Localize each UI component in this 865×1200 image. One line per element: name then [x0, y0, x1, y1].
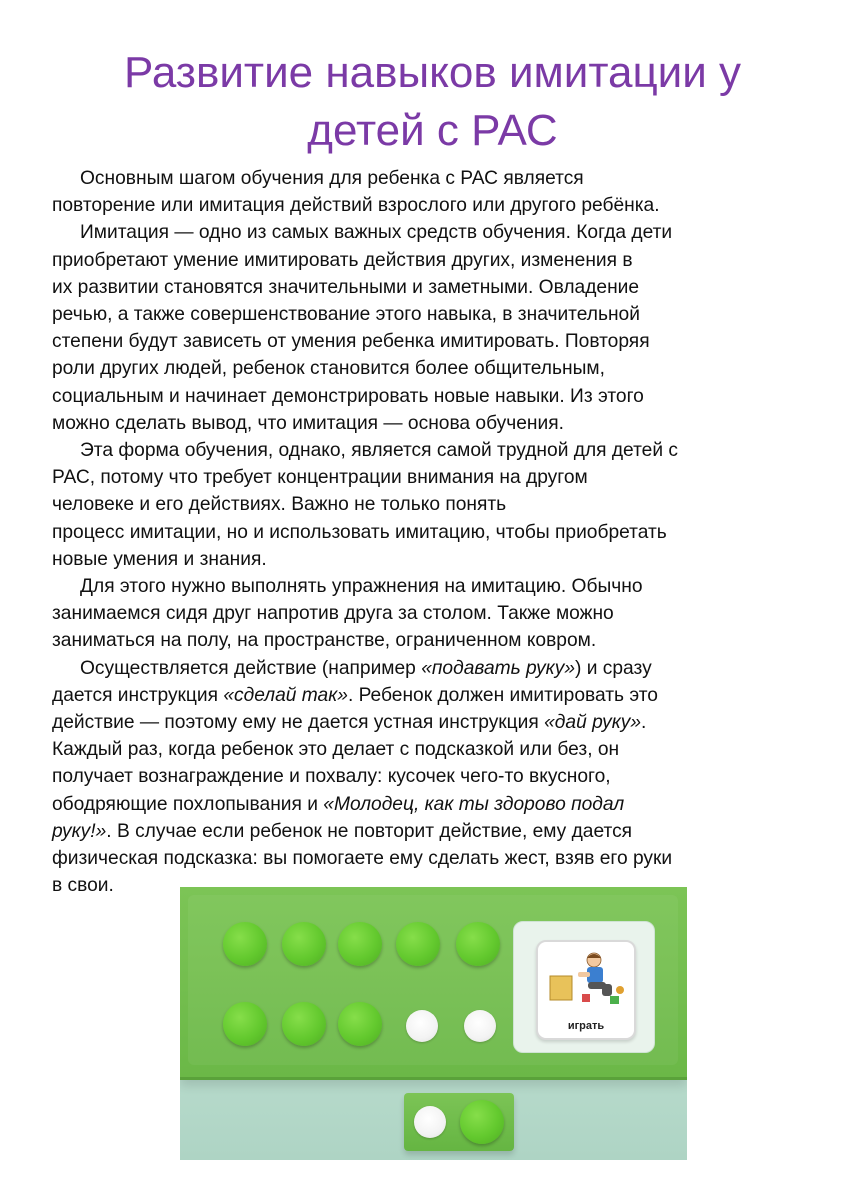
- paragraph-3-line: РАС, потому что требует концентрации внимания на другом: [52, 467, 588, 489]
- quote-well-done: «Молодец, как ты здорово подал: [323, 793, 625, 815]
- token-board-photo: [180, 887, 687, 1160]
- paragraph-2-line: речью, а также совершенствование этого навыка, в значительной: [52, 304, 640, 326]
- empty-token-slot: [414, 1106, 446, 1138]
- token-green: [396, 922, 440, 966]
- token-green: [223, 1002, 267, 1046]
- token-strip: [404, 1093, 514, 1151]
- paragraph-3-line: Эта форма обучения, однако, является самой трудной для детей с: [80, 440, 678, 462]
- paragraph-2-line: роли других людей, ребенок становится более общительным,: [52, 358, 605, 380]
- page-title-line-2: детей с РАС: [307, 106, 558, 155]
- paragraph-5-line: действие — поэтому ему не дается устная инструкция «дай руку».: [52, 712, 647, 734]
- empty-token-slot: [464, 1010, 496, 1042]
- token-green: [338, 922, 382, 966]
- paragraph-5-line: дается инструкция «сделай так». Ребенок должен имитировать это: [52, 684, 658, 706]
- paragraph-3-line: процесс имитации, но и использовать имитацию, чтобы приобретать: [52, 521, 667, 543]
- paragraph-5-line: в свои.: [52, 875, 114, 897]
- paragraph-1-line: повторение или имитация действий взрослого или другого ребёнка.: [52, 195, 660, 217]
- token-green: [223, 922, 267, 966]
- paragraph-4-line: Для этого нужно выполнять упражнения на имитацию. Обычно: [80, 576, 643, 598]
- quote-do-this: «сделай так»: [223, 684, 348, 706]
- page-title: [0, 44, 865, 160]
- article-body: [52, 165, 832, 899]
- empty-token-slot: [406, 1010, 438, 1042]
- paragraph-5-line: руку!». В случае если ребенок не повторит действие, ему дается: [52, 820, 633, 842]
- child-playing-icon: [542, 946, 630, 1014]
- paragraph-3-line: человеке и его действиях. Важно не только понять: [52, 494, 507, 516]
- reward-card-holder: [513, 921, 655, 1053]
- paragraph-2-line: можно сделать вывод, что имитация — основа обучения.: [52, 412, 564, 434]
- paragraph-2-line: Имитация — одно из самых важных средств обучения. Когда дети: [80, 222, 673, 244]
- quote-well-done-end: руку!»: [52, 820, 107, 842]
- quote-give-hand: «подавать руку»: [421, 657, 575, 679]
- paragraph-2-line: степени будут зависеть от умения ребенка имитировать. Повторяя: [52, 331, 650, 353]
- paragraph-1-line: Основным шагом обучения для ребенка с РАС является: [80, 168, 584, 189]
- reward-picture-card: [536, 940, 636, 1040]
- token-green: [282, 1002, 326, 1046]
- quote-give-me-hand: «дай руку»: [544, 712, 642, 734]
- paragraph-4-line: заниматься на полу, на пространстве, ограниченном ковром.: [52, 630, 597, 652]
- page-title-line-1: Развитие навыков имитации у: [123, 48, 742, 97]
- token-green: [282, 922, 326, 966]
- token-board: [180, 887, 687, 1080]
- token-green: [338, 1002, 382, 1046]
- paragraph-2-line: социальным и начинает демонстрировать новые навыки. Из этого: [52, 385, 644, 407]
- paragraph-5-line: физическая подсказка: вы помогаете ему сделать жест, взяв его руки: [52, 848, 673, 870]
- paragraph-5-line: Каждый раз, когда ребенок это делает с подсказкой или без, он: [52, 739, 620, 761]
- paragraph-2-line: их развитии становятся значительными и заметными. Овладение: [52, 276, 640, 298]
- paragraph-5-line: ободряющие похлопывания и «Молодец, как ты здорово подал: [52, 793, 625, 815]
- token-green: [460, 1100, 504, 1144]
- paragraph-5-line: получает вознаграждение и похвалу: кусочек чего-то вкусного,: [52, 766, 611, 788]
- paragraph-4-line: занимаемся сидя друг напротив друга за столом. Также можно: [52, 603, 614, 625]
- token-green: [456, 922, 500, 966]
- paragraph-5-line: Осуществляется действие (например «подавать руку») и сразу: [80, 657, 652, 679]
- paragraph-3-line: новые умения и знания.: [52, 548, 267, 570]
- card-label: играть: [567, 1020, 605, 1032]
- paragraph-2-line: приобретают умение имитировать действия других, изменения в: [52, 249, 633, 271]
